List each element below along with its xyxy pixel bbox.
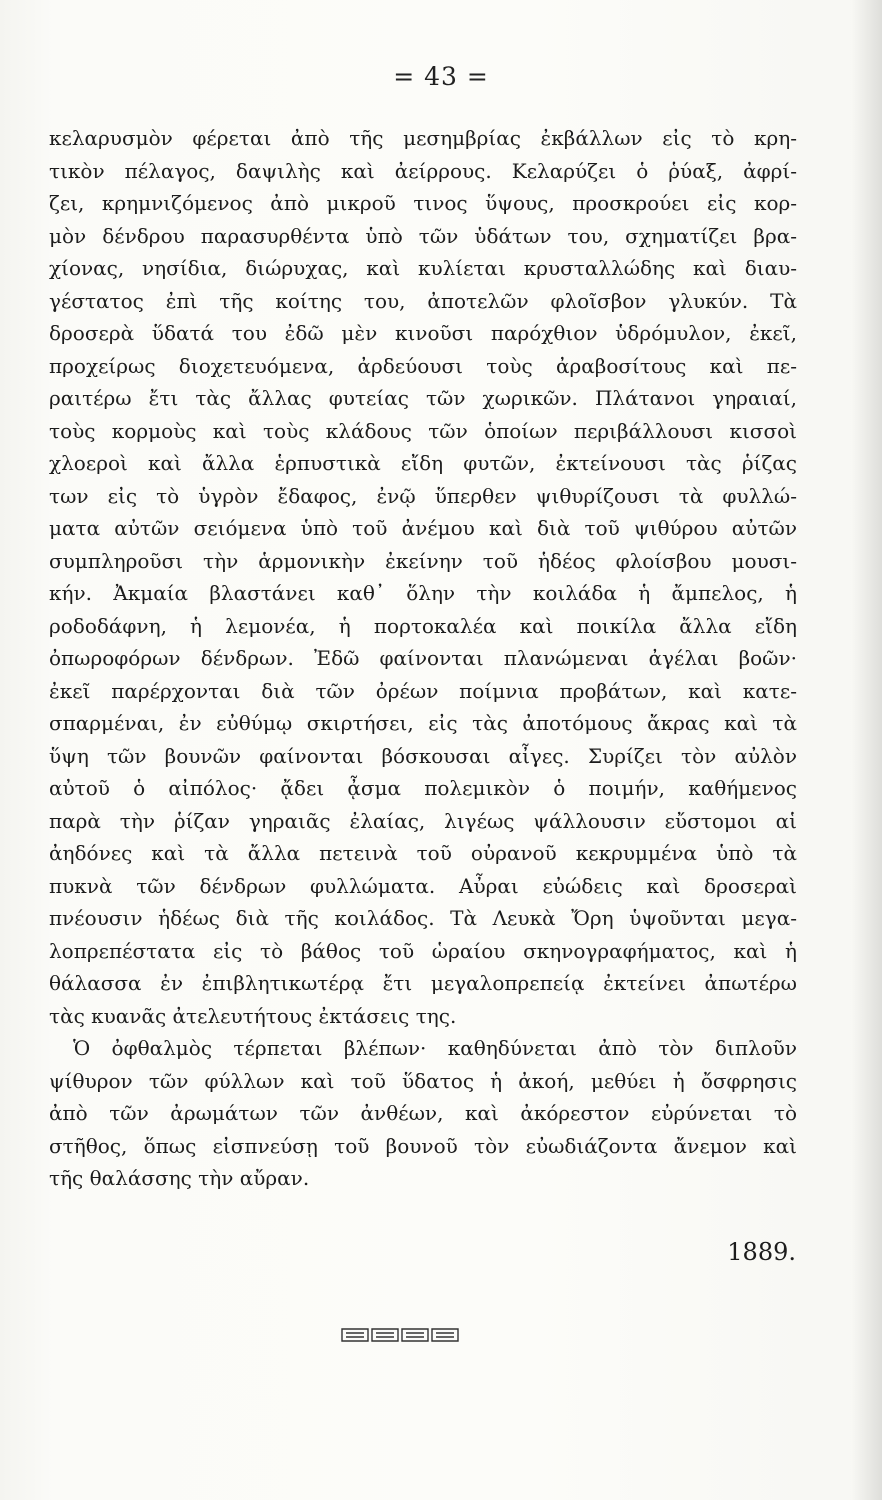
text-line: ὀπωροφόρων δένδρων. Ἐδῶ φαίνονται πλανώμεναι ἀγέλαι βοῶν·: [49, 646, 797, 670]
text-line: χλοεροὶ καὶ ἄλλα ἑρπυστικὰ εἴδη φυτῶν, ἐκτείνουσι τὰς ῥίζας: [49, 451, 797, 475]
date-line: 1889.: [727, 1238, 796, 1266]
text-line: πυκνὰ τῶν δένδρων φυλλώματα. Αὖραι εὐώδεις καὶ δροσεραὶ: [49, 873, 797, 898]
page-number-ornament-left: =: [393, 62, 416, 91]
page-number-ornament-right: =: [466, 62, 489, 91]
text-line: τικὸν πέλαγος, δαψιλὴς καὶ ἀείρρους. Κελαρύζει ὁ ῥύαξ, ἀφρί-: [49, 158, 797, 183]
text-line: τὰς κυανᾶς ἀτελευτήτους ἐκτάσεις της.: [49, 1003, 457, 1028]
page-number: [0, 62, 882, 91]
text-line: των εἰς τὸ ὑγρὸν ἔδαφος, ἐνῷ ὕπερθεν ψιθυρίζουσι τὰ φυλλώ-: [49, 483, 797, 508]
text-line: Ὁ ὀφθαλμὸς τέρπεται βλέπων· καθηδύνεται ἀπὸ τὸν διπλοῦν: [73, 1036, 797, 1060]
text-line: παρὰ τὴν ῥίζαν γηραιᾶς ἐλαίας, λιγέως ψάλλουσιν εὔστομοι αἱ: [49, 808, 797, 833]
text-line: θάλασσα ἐν ἐπιβλητικωτέρᾳ ἔτι μεγαλοπρεπείᾳ ἐκτείνει ἀπωτέρω: [49, 971, 797, 995]
text-line: ραιτέρω ἔτι τὰς ἄλλας φυτείας τῶν χωρικῶν. Πλάτανοι γηραιαί,: [49, 386, 797, 410]
paragraph: [49, 122, 797, 1032]
text-line: δροσερὰ ὕδατά του ἐδῶ μὲν κινοῦσι παρόχθιον ὑδρόμυλον, ἐκεῖ,: [49, 321, 797, 345]
text-line: συμπληροῦσι τὴν ἁρμονικὴν ἐκείνην τοῦ ἡδέος φλοίσβου μουσι-: [49, 548, 797, 573]
text-line: ζει, κρημνιζόμενος ἀπὸ μικροῦ τινος ὕψους, προσκρούει εἰς κορ-: [49, 191, 797, 215]
text-line: μὸν δένδρου παρασυρθέντα ὑπὸ τῶν ὑδάτων του, σχηματίζει βρα-: [49, 223, 797, 248]
text-line: ψίθυρον τῶν φύλλων καὶ τοῦ ὕδατος ἡ ἀκοή, μεθύει ἡ ὄσφρησις: [49, 1068, 797, 1093]
text-line: ἀπὸ τῶν ἀρωμάτων τῶν ἀνθέων, καὶ ἀκόρεστον εὐρύνεται τὸ: [49, 1101, 797, 1125]
text-line: ὕψη τῶν βουνῶν φαίνονται βόσκουσαι αἶγες. Συρίζει τὸν αὐλὸν: [49, 743, 797, 768]
end-ornament: [340, 1325, 460, 1345]
text-line: τῆς θαλάσσης τὴν αὔραν.: [49, 1166, 310, 1190]
paragraph: [49, 1032, 797, 1195]
text-line: γέστατος ἐπὶ τῆς κοίτης του, ἀποτελῶν φλοῖσβον γλυκύν. Τὰ: [49, 288, 797, 313]
text-line: πνέουσιν ἡδέως διὰ τῆς κοιλάδος. Τὰ Λευκὰ Ὄρη ὑψοῦνται μεγα-: [49, 906, 797, 930]
text-line: αὐτοῦ ὁ αἰπόλος· ᾄδει ᾆσμα πολεμικὸν ὁ ποιμήν, καθήμενος: [49, 776, 797, 800]
text-line: ματα αὐτῶν σειόμενα ὑπὸ τοῦ ἀνέμου καὶ διὰ τοῦ ψιθύρου αὐτῶν: [49, 516, 797, 540]
text-line: προχείρως διοχετευόμενα, ἀρδεύουσι τοὺς ἀραβοσίτους καὶ πε-: [49, 353, 797, 378]
text-line: τοὺς κορμοὺς καὶ τοὺς κλάδους τῶν ὁποίων περιβάλλουσι κισσοὶ: [49, 418, 797, 443]
text-line: λοπρεπέστατα εἰς τὸ βάθος τοῦ ὡραίου σκηνογραφήματος, καὶ ἡ: [49, 938, 797, 963]
text-line: κελαρυσμὸν φέρεται ἀπὸ τῆς μεσημβρίας ἐκβάλλων εἰς τὸ κρη-: [49, 126, 797, 150]
text-line: στῆθος, ὅπως εἰσπνεύσῃ τοῦ βουνοῦ τὸν εὐωδιάζοντα ἄνεμον καὶ: [49, 1133, 797, 1158]
text-line: σπαρμέναι, ἐν εὐθύμῳ σκιρτήσει, εἰς τὰς ἀποτόμους ἄκρας καὶ τὰ: [49, 711, 797, 735]
text-line: κήν. Ἀκμαία βλαστάνει καθ᾽ ὅλην τὴν κοιλάδα ἡ ἄμπελος, ἡ: [49, 581, 797, 605]
page-number-value: 43: [424, 62, 458, 91]
spine-shadow: [852, 0, 882, 1500]
text-line: ροδοδάφνη, ἡ λεμονέα, ἡ πορτοκαλέα καὶ ποικίλα ἄλλα εἴδη: [49, 613, 797, 638]
text-line: ἀηδόνες καὶ τὰ ἄλλα πετεινὰ τοῦ οὐρανοῦ κεκρυμμένα ὑπὸ τὰ: [49, 841, 797, 865]
body-text: [49, 122, 797, 1195]
text-line: ἐκεῖ παρέρχονται διὰ τῶν ὀρέων ποίμνια προβάτων, καὶ κατε-: [49, 678, 797, 703]
text-line: χίονας, νησίδια, διώρυχας, καὶ κυλίεται κρυσταλλώδης καὶ διαυ-: [49, 256, 797, 280]
